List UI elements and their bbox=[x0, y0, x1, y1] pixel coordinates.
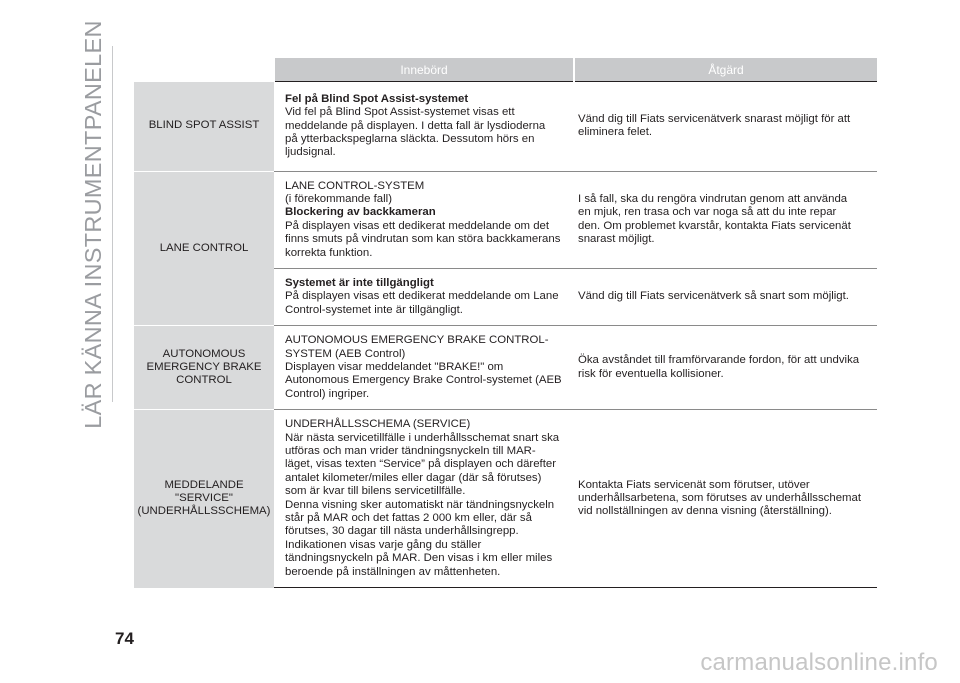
section-divider bbox=[112, 46, 113, 402]
meaning-line: SYSTEM (AEB Control) bbox=[285, 347, 406, 360]
action-cell bbox=[574, 171, 877, 268]
table-row bbox=[134, 171, 877, 268]
meaning-line: Control) ingriper. bbox=[285, 387, 370, 400]
meaning-line: antalet kilometer/miles eller dagar (där så förutses) bbox=[285, 471, 542, 484]
row-label-line: BLIND SPOT ASSIST bbox=[148, 119, 260, 132]
page-number: 74 bbox=[115, 629, 134, 648]
meaning-line: På displayen visas ett dedikerat meddelande om Lane bbox=[285, 290, 559, 303]
action-line: snarast möjligt. bbox=[578, 233, 655, 246]
section-title-text: LÄR KÄNNA INSTRUMENTPANELEN bbox=[79, 19, 106, 429]
meaning-line: På displayen visas ett dedikerat meddelande om det bbox=[285, 219, 550, 232]
action-line: vid nollställningen av denna visning (återställning). bbox=[578, 505, 832, 518]
meaning-line: Vid fel på Blind Spot Assist-systemet visas ett bbox=[285, 106, 515, 119]
row-label-line: EMERGENCY BRAKE bbox=[146, 360, 262, 373]
meaning-line: ljudsignal. bbox=[285, 146, 336, 159]
meaning-line: korrekta funktion. bbox=[285, 246, 373, 259]
meaning-cell bbox=[274, 82, 574, 172]
meaning-line: Control-systemet inte är tillgängligt. bbox=[285, 303, 463, 316]
watermark-text: carmanualsonline.info bbox=[700, 649, 938, 676]
meaning-line: När nästa servicetillfälle i underhållsschemat snart ska bbox=[285, 431, 560, 444]
action-line: Vänd dig till Fiats servicenätverk snarast möjligt för att bbox=[578, 112, 851, 125]
table-row bbox=[134, 82, 877, 172]
meaning-cell bbox=[274, 268, 574, 325]
action-line: Öka avståndet till framförvarande fordon, för att undvika bbox=[578, 354, 860, 367]
meaning-cell bbox=[274, 410, 574, 588]
row-label bbox=[134, 82, 274, 172]
meaning-heading: Blockering av backkameran bbox=[285, 206, 436, 219]
meaning-line: Displayen visar meddelandet "BRAKE!" om bbox=[285, 360, 504, 373]
meaning-line: som är kvar till bilens servicetillfälle. bbox=[285, 485, 466, 498]
row-label-line: "SERVICE" bbox=[175, 491, 233, 504]
action-cell bbox=[574, 268, 877, 325]
action-line: en mjuk, ren trasa och var noga så att du inte repar bbox=[578, 206, 837, 219]
row-label-line: AUTONOMOUS bbox=[162, 347, 246, 360]
meaning-line: meddelande på displayen. I detta fall är lysdioderna bbox=[285, 119, 546, 132]
action-line: Vänd dig till Fiats servicenätverk så snart som möjligt. bbox=[578, 290, 849, 303]
row-label-line: MEDDELANDE bbox=[164, 478, 244, 491]
header-meaning: Innebörd bbox=[274, 58, 574, 82]
warning-messages-table bbox=[134, 58, 877, 588]
row-label bbox=[134, 326, 274, 410]
meaning-line: Indikationen visas varje gång du ställer bbox=[285, 538, 482, 551]
row-label bbox=[134, 171, 274, 326]
action-cell bbox=[574, 326, 877, 410]
action-line: risk för eventuella kollisioner. bbox=[578, 367, 724, 380]
meaning-heading: Systemet är inte tillgängligt bbox=[285, 276, 434, 289]
meaning-line: läget, visas texten “Service” på displayen och därefter bbox=[285, 458, 556, 471]
action-line: eliminera felet. bbox=[578, 126, 653, 139]
row-label-line: CONTROL bbox=[176, 374, 232, 387]
action-line: I så fall, ska du rengöra vindrutan genom att använda bbox=[578, 192, 848, 205]
row-label-line: LANE CONTROL bbox=[159, 241, 249, 254]
meaning-cell bbox=[274, 171, 574, 268]
meaning-line: (i förekommande fall) bbox=[285, 192, 392, 205]
meaning-line: beroende på inställningen av måttenheten. bbox=[285, 565, 501, 578]
table-row bbox=[134, 326, 877, 410]
meaning-heading: Fel på Blind Spot Assist-systemet bbox=[285, 92, 469, 105]
row-label bbox=[134, 410, 274, 588]
section-title-vertical bbox=[79, 19, 106, 429]
table-header-row bbox=[134, 58, 877, 82]
meaning-line: utföras och man vrider tändningsnyckeln till MAR- bbox=[285, 445, 536, 457]
meaning-line: på ytterbackspeglarna släckta. Dessutom hörs en bbox=[285, 132, 535, 145]
meaning-line: förutses, 30 dagar till nästa underhållsingrepp. bbox=[285, 525, 519, 538]
table-row bbox=[134, 410, 877, 588]
meaning-line: UNDERHÅLLSSCHEMA (SERVICE) bbox=[285, 418, 471, 431]
meaning-cell bbox=[274, 326, 574, 410]
row-label-line: (UNDERHÅLLSSCHEMA) bbox=[137, 505, 271, 518]
meaning-line: AUTONOMOUS EMERGENCY BRAKE CONTROL- bbox=[285, 334, 549, 347]
action-cell bbox=[574, 82, 877, 172]
header-blank bbox=[134, 58, 274, 82]
meaning-line: Denna visning sker automatiskt när tändningsnyckeln bbox=[285, 498, 555, 511]
header-action: Åtgärd bbox=[574, 58, 877, 82]
action-cell bbox=[574, 410, 877, 588]
meaning-line: LANE CONTROL-SYSTEM bbox=[285, 179, 425, 192]
action-line: Kontakta Fiats servicenät som förutser, utöver bbox=[578, 478, 810, 491]
action-line: underhållsarbetena, som förutses av underhållsschemat bbox=[578, 491, 862, 504]
meaning-line: tändningsnyckeln på MAR. Den visas i km eller miles bbox=[285, 552, 553, 565]
meaning-line: finns smuts på vindrutan som kan störa backkamerans bbox=[285, 233, 561, 246]
action-line: den. Om problemet kvarstår, kontakta Fiats servicenät bbox=[578, 219, 851, 232]
meaning-line: Autonomous Emergency Brake Control-systemet (AEB bbox=[285, 374, 562, 387]
meaning-line: står på MAR och det fattas 2 000 km eller, där så bbox=[285, 512, 532, 525]
